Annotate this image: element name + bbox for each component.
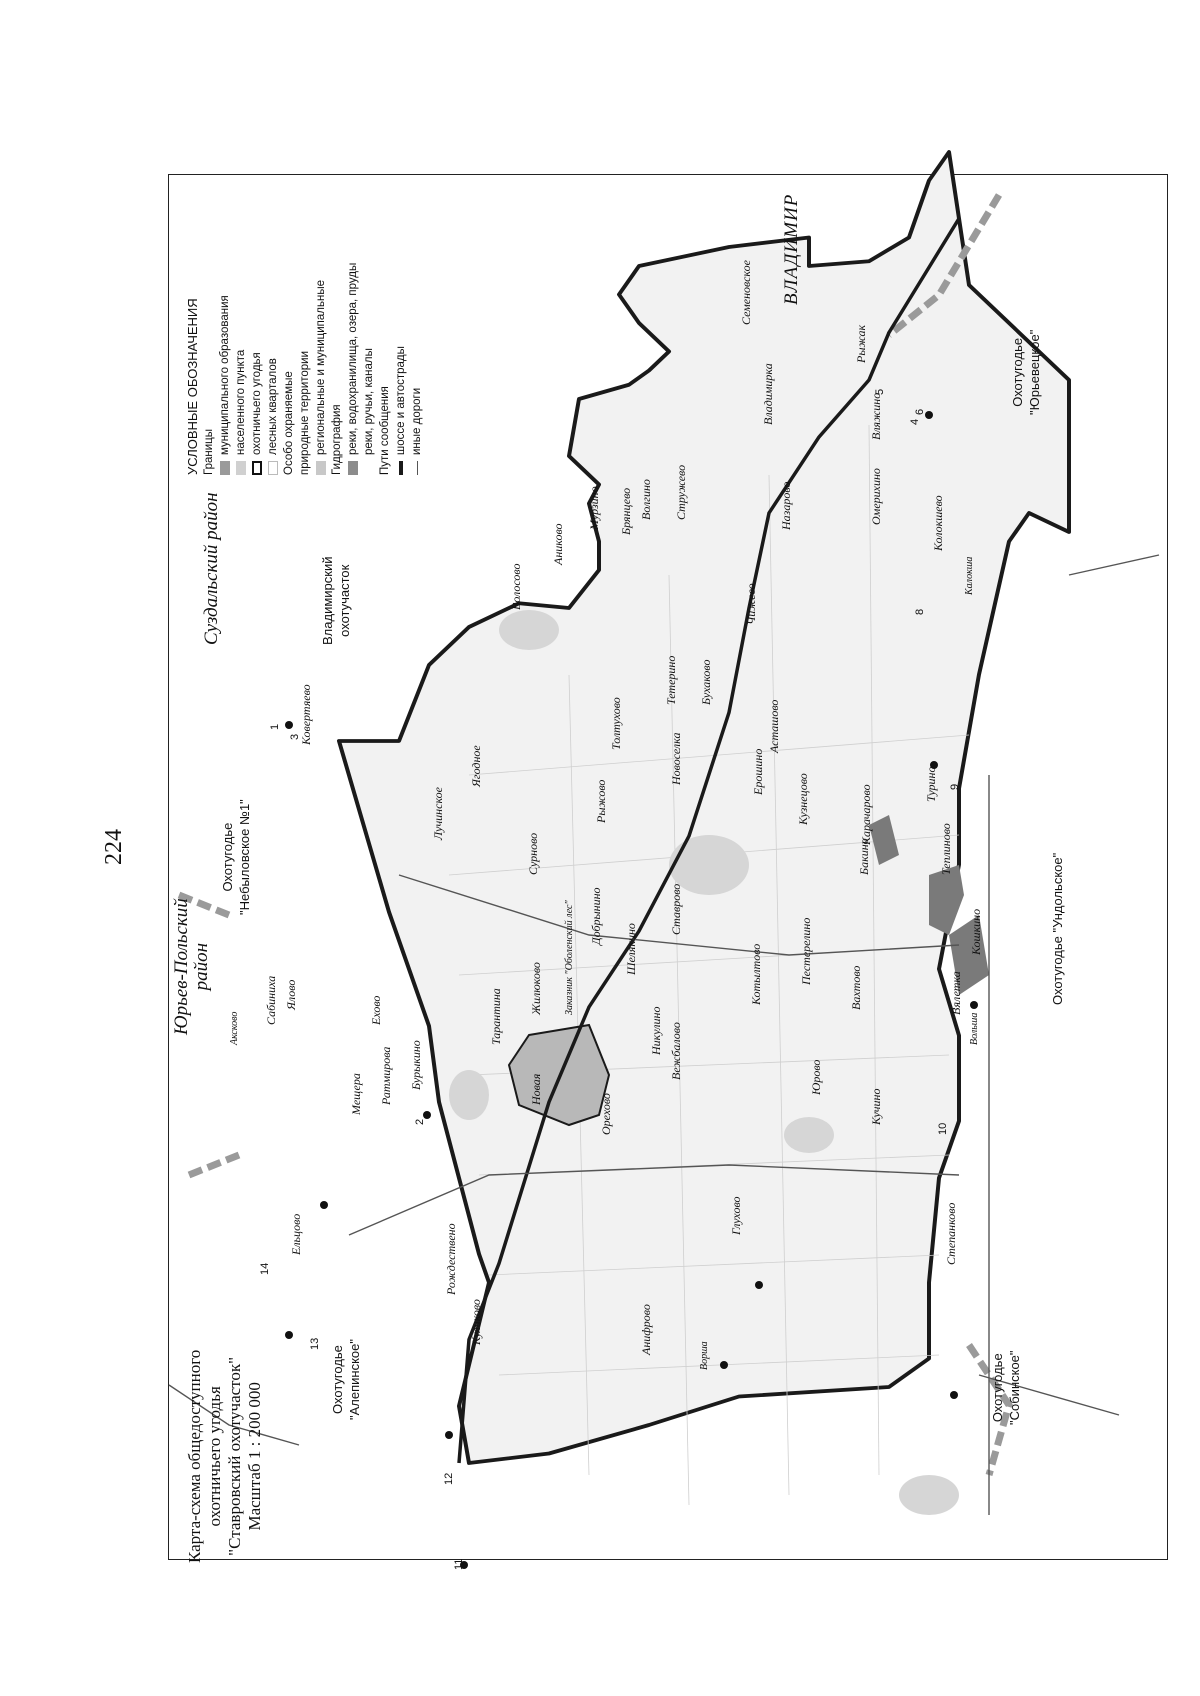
town-novaya: Новая xyxy=(529,1073,543,1105)
yuryev-line1: Юрьев-Польский xyxy=(171,898,192,1035)
town-valosovo: Волосово xyxy=(509,563,523,610)
legend-row-settlement xyxy=(233,263,249,475)
sobinskoe-line1: Охотугодье xyxy=(990,1353,1005,1423)
town-toterino: Тетерино xyxy=(664,655,678,705)
town-semenovskoe: Семеновское xyxy=(739,260,753,325)
town-yalovo: Ялово xyxy=(284,979,298,1010)
town-kaloksha: Калокша xyxy=(964,556,975,595)
town-anifrovo: Анифрово xyxy=(639,1304,653,1355)
town-astashovo: Асташово xyxy=(767,699,781,753)
town-ryzhak: Рыжак xyxy=(854,324,868,363)
waypoint-2: 2 xyxy=(414,1118,426,1125)
legend-streams: реки, ручьи, каналы xyxy=(363,348,375,455)
vladimirsky-line2: охотучасток xyxy=(337,564,352,637)
town-stavrovo: Ставрово xyxy=(669,883,683,935)
alepinskoe-label xyxy=(329,1339,363,1420)
waypoint-5: 5 xyxy=(874,388,886,395)
town-zakaznik: Заказник "Оболенский лес" xyxy=(564,900,575,1015)
title-scale: Масштаб 1 : 200 000 xyxy=(245,1382,264,1531)
waypoint-12: 12 xyxy=(443,1472,455,1485)
legend-row-highway xyxy=(393,263,409,475)
legend xyxy=(185,263,425,475)
legend-settlement: населенного пункта xyxy=(235,349,247,455)
town-kolokovo: Колокшево xyxy=(931,495,945,551)
town-struzhevo: Стружево xyxy=(674,464,688,520)
town-nazarovo: Назарово xyxy=(779,481,793,530)
town-aniskovo: Аниково xyxy=(551,523,565,565)
town-kovertyaevo: Ковертяево xyxy=(299,684,313,745)
town-ratmirovo: Ратмирова xyxy=(379,1046,393,1105)
title-line3: "Ставровский охотучасток" xyxy=(225,1356,244,1556)
settlement-swatch xyxy=(236,461,246,475)
legend-row-lakes xyxy=(345,263,361,475)
legend-title: УСЛОВНЫЕ ОБОЗНАЧЕНИЯ xyxy=(185,298,200,475)
town-kotyltovo: Котылтово xyxy=(749,943,763,1005)
municipal-swatch xyxy=(220,461,230,475)
town-dobrynino: Добрынино xyxy=(589,887,603,945)
town-stepankovo: Степанково xyxy=(944,1202,958,1265)
town-koshkino: Кошкино xyxy=(969,908,983,955)
legend-forest: лесных кварталов xyxy=(267,358,279,455)
legend-lakes: реки, водохранилища, озера, пруды xyxy=(347,262,359,455)
city-label: ВЛАДИМИР xyxy=(781,193,802,305)
town-murzino: Мурзино xyxy=(587,486,601,530)
legend-row-protected xyxy=(313,263,329,475)
town-shelyazhino: Шелякино xyxy=(624,923,638,975)
town-sabinanikha: Сабиниха xyxy=(264,975,278,1025)
yuryev-district-label xyxy=(172,898,212,1035)
title-block xyxy=(185,1350,265,1563)
legend-row-other-roads xyxy=(409,263,425,475)
town-askhovo: Аксково xyxy=(229,1011,240,1045)
sobinskoe-label xyxy=(989,1350,1023,1425)
town-bryantsevo: Брянцево xyxy=(619,487,633,535)
protected-swatch xyxy=(316,461,326,475)
town-vyletka: Вялетка xyxy=(949,971,963,1015)
town-chizhevo: Чижево xyxy=(744,583,758,625)
legend-row-streams xyxy=(361,263,377,475)
town-novoselka: Новоселка xyxy=(669,732,683,785)
alepinskoe-line1: Охотугодье xyxy=(330,1345,345,1414)
town-eroshino: Ерошино xyxy=(751,748,765,795)
yurevetskoe-line1: Охотугодье xyxy=(1010,337,1025,407)
town-glukhovo: Глухово xyxy=(729,1196,743,1235)
legend-protected-heading2: природные территории xyxy=(299,350,311,475)
vladimirsky-line1: Владимирский xyxy=(320,556,335,645)
undolskoe-label: Охотугодье "Ундольское" xyxy=(1050,852,1065,1005)
title-line1: Карта-схема общедоступного xyxy=(185,1349,204,1563)
legend-hydro-heading: Гидрография xyxy=(331,404,343,475)
yuryev-line2: район xyxy=(191,942,212,991)
town-kulikovo: Куликово xyxy=(469,1299,483,1345)
legend-protected: региональные и муниципальные xyxy=(315,280,327,455)
legend-protected-heading: Особо охраняемые xyxy=(283,371,295,475)
town-orekhovo: Орехово xyxy=(599,1093,613,1135)
waypoint-9: 9 xyxy=(949,783,961,790)
waypoint-6: 6 xyxy=(914,408,926,415)
waypoint-4: 4 xyxy=(909,418,921,425)
nebylovskoe-line2: "Небыловское №1" xyxy=(237,799,252,915)
town-volsha: Вольша xyxy=(969,1012,980,1045)
town-teplinovo: Теплиново xyxy=(939,823,953,875)
town-tarantina: Тарантина xyxy=(489,988,503,1045)
suzdal-district-label: Суздальский район xyxy=(201,492,222,645)
legend-row-forest xyxy=(265,263,281,475)
sobinskoe-line2: "Собинское" xyxy=(1007,1350,1022,1425)
town-volgino: Волгино xyxy=(639,479,653,520)
town-rozhdestveno: Рождествено xyxy=(444,1223,458,1295)
waypoint-10: 10 xyxy=(937,1122,949,1135)
hunting-swatch xyxy=(252,461,262,475)
town-vashtovo: Вахтово xyxy=(849,965,863,1010)
nebylovskoe-line1: Охотугодье xyxy=(220,822,235,892)
alepinskoe-line2: "Алепинское" xyxy=(347,1339,362,1420)
town-meshera: Мещера xyxy=(349,1073,363,1115)
legend-highway: шоссе и автострады xyxy=(395,346,407,455)
water-swatch xyxy=(348,461,358,475)
town-vezdetovo: Вежбалово xyxy=(669,1022,683,1080)
town-buzakovo: Бухаково xyxy=(699,659,713,705)
town-elytsovo: Ельцово xyxy=(289,1213,303,1255)
town-sukhovo: Сурново xyxy=(526,832,540,875)
legend-other-roads: иные дороги xyxy=(411,387,423,455)
road-swatch xyxy=(417,461,418,475)
map-frame xyxy=(168,174,1168,1570)
town-yurovo: Юрово xyxy=(809,1059,823,1095)
legend-borders-heading: Границы xyxy=(203,429,215,475)
waypoint-1: 1 xyxy=(269,723,281,730)
town-toltuhovo: Толтухово xyxy=(609,697,623,750)
town-kuchino: Кучино xyxy=(869,1088,883,1125)
forest-swatch xyxy=(268,461,278,475)
town-bakino: Бакино xyxy=(857,838,871,875)
waypoint-3: 3 xyxy=(289,733,301,740)
town-ryzhovo: Рыжово xyxy=(594,779,608,823)
legend-municipal: муниципального образования xyxy=(219,295,231,455)
waypoint-13: 13 xyxy=(309,1337,321,1350)
legend-row-municipal xyxy=(217,263,233,475)
town-kuznetsovo: Кузнецово xyxy=(796,773,810,825)
town-yagodnoe: Ягодное xyxy=(469,745,483,787)
legend-hunting: охотничьего угодья xyxy=(251,352,263,455)
waypoint-11: 11 xyxy=(453,1558,465,1570)
town-burykino: Бурыкино xyxy=(409,1040,423,1090)
vladimirsky-label xyxy=(319,557,353,645)
yurevetskoe-label xyxy=(1009,330,1043,415)
town-luchinskoe: Лучинское xyxy=(431,787,445,840)
waypoint-8: 8 xyxy=(914,608,926,615)
yurevetskoe-line2: "Юрьевецкое" xyxy=(1027,329,1042,415)
town-pesterelino: Пестерелино xyxy=(799,917,813,985)
town-vorsha: Ворша xyxy=(699,1341,710,1370)
page-number: 224 xyxy=(101,829,127,865)
town-karachyarovo: Карачарово xyxy=(859,784,873,845)
title-line2: охотничьего угодья xyxy=(205,1386,224,1527)
waypoint-14: 14 xyxy=(259,1262,271,1275)
town-turino: Турино xyxy=(924,766,938,802)
town-vladimirka: Владимирка xyxy=(761,363,775,425)
town-ekhovo: Ехово xyxy=(369,995,383,1025)
legend-row-hunting xyxy=(249,263,265,475)
town-vlazhino: Вляжино xyxy=(869,392,883,440)
town-zhilyakovo: Жилюково xyxy=(529,962,543,1015)
highway-swatch xyxy=(399,461,403,475)
legend-roads-heading: Пути сообщения xyxy=(379,386,391,475)
nebylovskoe-label xyxy=(219,799,253,915)
town-nikulino: Никулино xyxy=(649,1006,663,1055)
town-omerikhino: Омерихино xyxy=(869,468,883,525)
